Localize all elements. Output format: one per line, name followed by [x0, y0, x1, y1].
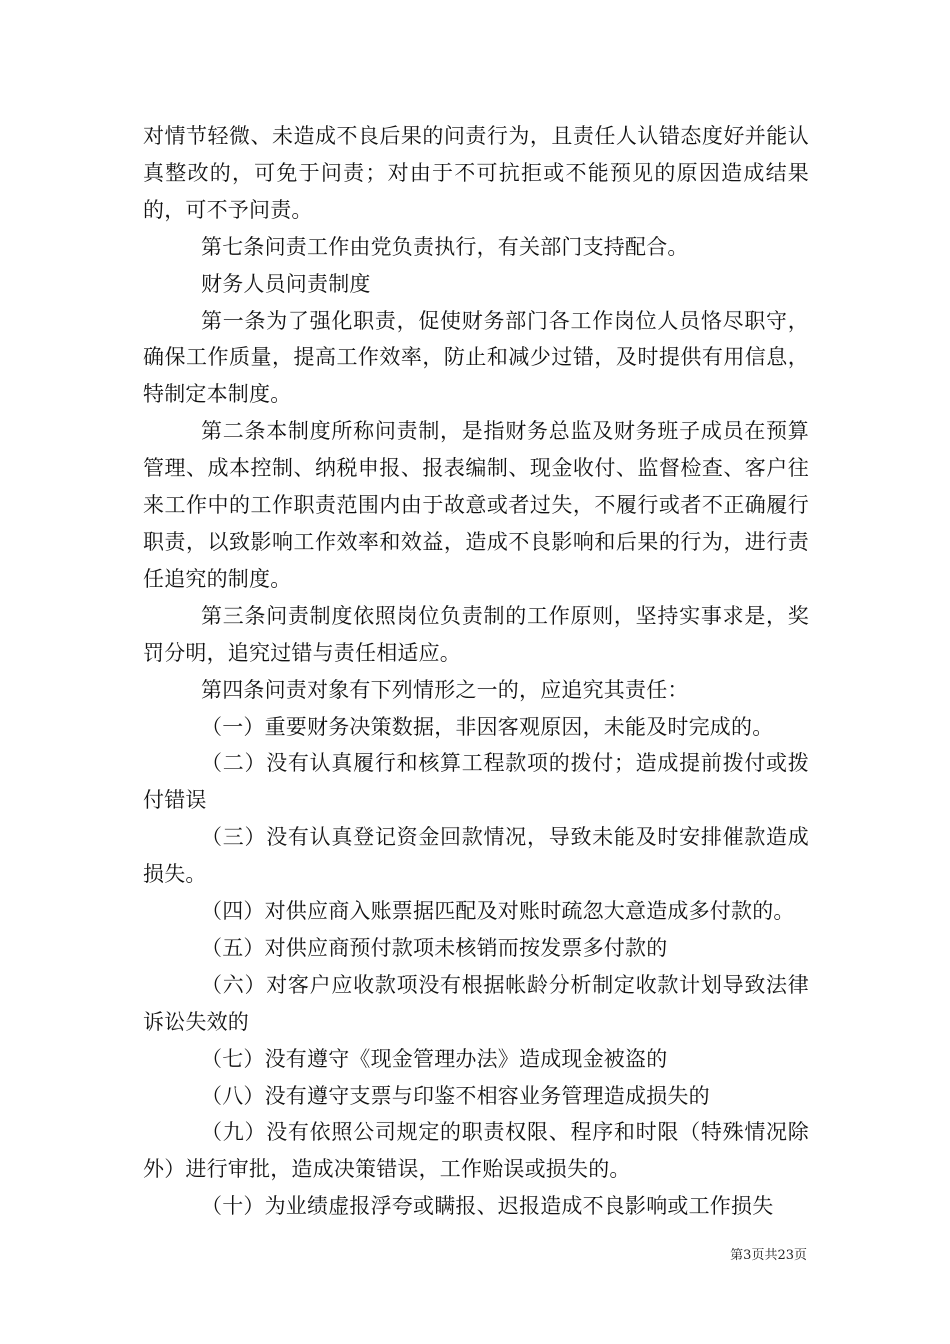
paragraph-article-1: 第一条为了强化职责，促使财务部门各工作岗位人员恪尽职守，确保工作质量，提高工作效率，防止和减少过错，及时提供有用信息，特制定本制度。: [143, 308, 809, 407]
list-item-7: （七）没有遵守《现金管理办法》造成现金被盗的: [201, 1046, 668, 1071]
paragraph-continuation: 对情节轻微、未造成不良后果的问责行为，且责任人认错态度好并能认真整改的，可免于问责；对由于不可抗拒或不能预见的原因造成结果的，可不予问责。: [143, 124, 809, 222]
list-item-4: （四）对供应商入账票据匹配及对账时疏忽大意造成多付款的。: [201, 899, 795, 924]
list-item-1: （一）重要财务决策数据，非因客观原因，未能及时完成的。: [201, 714, 774, 739]
list-item-9: （九）没有依照公司规定的职责权限、程序和时限（特殊情况除外）进行审批，造成决策错误，工作贻误或损失的。: [143, 1120, 809, 1182]
page-footer: [730, 1248, 807, 1264]
paragraph-article-2: 第二条本制度所称问责制，是指财务总监及财务班子成员在预算管理、成本控制、纳税申报、报表编制、现金收付、监督检查、客户往来工作中的工作职责范围内由于故意或者过失，不履行或者不正确履行职责，以致影响工作效率和效益，造成不良影响和后果的行为，进行责任追究的制度。: [143, 419, 809, 591]
section-heading: 财务人员问责制度: [201, 271, 371, 296]
paragraph-article-4: 第四条问责对象有下列情形之一的，应追究其责任：: [201, 677, 689, 702]
list-item-6: （六）对客户应收款项没有根据帐龄分析制定收款计划导致法律诉讼失效的: [143, 972, 809, 1034]
paragraph-article-7: 第七条问责工作由党负责执行，有关部门支持配合。: [201, 234, 689, 259]
list-item-5: （五）对供应商预付款项未核销而按发票多付款的: [201, 935, 668, 960]
paragraph-article-3: 第三条问责制度依照岗位负责制的工作原则，坚持实事求是，奖罚分明，追究过错与责任相适应。: [143, 603, 809, 665]
list-item-10: （十）为业绩虚报浮夸或瞒报、迟报造成不良影响或工作损失: [201, 1194, 774, 1219]
list-item-3: （三）没有认真登记资金回款情况，导致未能及时安排催款造成损失。: [143, 825, 809, 887]
list-item-8: （八）没有遵守支票与印鉴不相容业务管理造成损失的: [201, 1083, 710, 1108]
document-body: [143, 118, 809, 1225]
page-number: 第3页共23页: [730, 1248, 807, 1263]
list-item-2: （二）没有认真履行和核算工程款项的拨付；造成提前拨付或拨付错误: [143, 751, 809, 813]
